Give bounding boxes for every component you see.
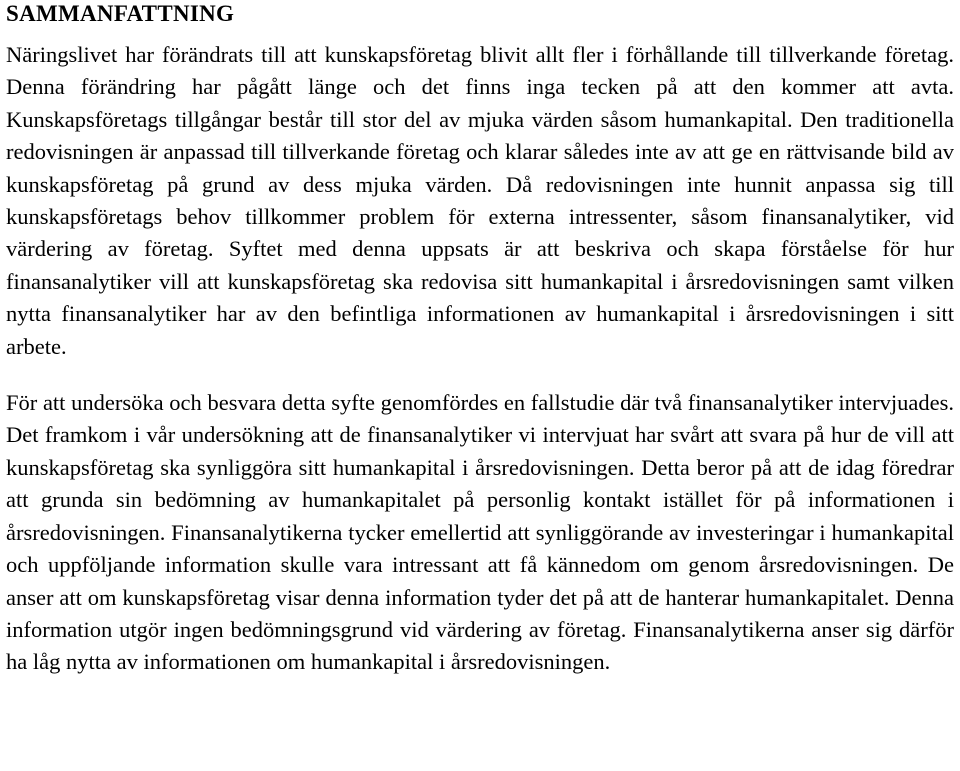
summary-paragraph-2: För att undersöka och besvara detta syfte genomfördes en fallstudie där två finansanalytiker intervjuades. Det framkom i vår undersökning att de finansanalytiker vi intervjuat har svårt att svara på hur de vill att kunskapsföretag ska synliggöra sitt humankapital i årsredovisningen. Detta beror på att de idag föredrar att grunda sin bedömning av humankapitalet på personlig kontakt istället för på informationen i årsredovisningen. Finansanalytikerna tycker emellertid att synliggörande av investeringar i humankapital och uppföljande information skulle vara intressant att få kännedom om genom årsredovisningen. De anser att om kunskapsföretag visar denna information tyder det på att de hanterar humankapitalet. Denna information utgör ingen bedömningsgrund vid värdering av företag. Finansanalytikerna anser sig därför ha låg nytta av informationen om humankapital i årsredovisningen.	[6, 390, 954, 675]
document-heading: SAMMANFATTNING	[6, 1, 235, 26]
document-page	[6, 0, 954, 679]
summary-paragraph-1: Näringslivet har förändrats till att kunskapsföretag blivit allt fler i förhållande till tillverkande företag. Denna förändring har pågått länge och det finns inga tecken på att den kommer att avta. Kunskapsföretags tillgångar består till stor del av mjuka värden såsom humankapital. Den traditionella redovisningen är anpassad till tillverkande företag och klarar således inte av att ge en rättvisande bild av kunskapsföretag på grund av dess mjuka värden. Då redovisningen inte hunnit anpassa sig till kunskapsföretags behov tillkommer problem för externa intressenter, såsom finansanalytiker, vid värdering av företag. Syftet med denna uppsats är att beskriva och skapa förståelse för hur finansanalytiker vill att kunskapsföretag ska redovisa sitt humankapital i årsredovisningen samt vilken nytta finansanalytiker har av den befintliga informationen av humankapital i årsredovisningen i sitt arbete.	[6, 42, 954, 359]
